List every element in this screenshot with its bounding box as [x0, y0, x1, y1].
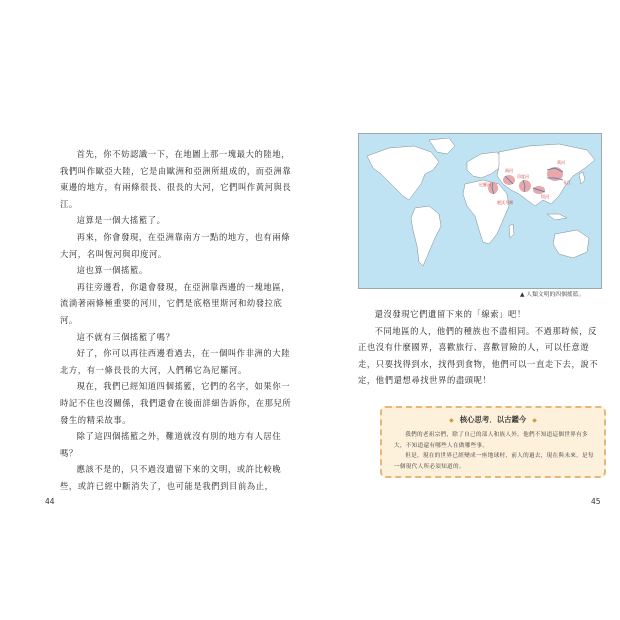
- paragraph: 好了，你可以再往西邊看過去，在一個叫作非洲的大陸北方，有一條長長的大河，人們稱它為尼羅河。: [60, 348, 291, 375]
- page-number-right: 45: [591, 497, 601, 506]
- world-map: [358, 133, 602, 289]
- paragraph: 再來，你會發現，在亞洲靠南方一點的地方，也有兩條大河，名叫恆河與印度河。: [60, 231, 291, 259]
- right-body-text: [358, 306, 604, 389]
- paragraph: 這也算一個搖籃。: [76, 265, 148, 276]
- note-title-row: [382, 414, 604, 425]
- note-title: 核心思考．以古鑑今: [459, 415, 527, 424]
- label-mesopotamia: 兩河: [505, 168, 513, 173]
- label-indus: 印度河: [517, 174, 529, 179]
- label-fertile: 肥沃月灣: [497, 200, 513, 205]
- label-changjiang: 長江: [563, 180, 571, 185]
- world-map-svg: [359, 134, 601, 288]
- diamond-icon: ◆: [449, 417, 454, 424]
- paragraph: 不同地區的人，他們的種族也不盡相同。不過那時候，反正也沒有什麼國界，喜歡旅行、喜歡冒險的人，可以任意遊走，只要找得到水，找得到食物，他們可以一直走下去，說不定，他們還想尋找世界的盡頭呢！: [358, 325, 599, 386]
- right-page: [310, 0, 620, 620]
- left-body-text: [60, 146, 292, 494]
- map-caption: ▲ 人類文明的四個搖籃。: [520, 292, 585, 298]
- paragraph: 這算是一個大搖籃了。: [76, 215, 166, 226]
- note-body: [394, 430, 594, 472]
- note-paragraph: 但是，現在的世界已經變成一座地球村，前人的過去，現在與未來，是每一個現代人所必須知道的。: [394, 453, 594, 470]
- note-paragraph: 我們的老祖宗們，除了自己的部人和族人外，他們不知道這個世界有多大，不知道還有哪些人在做哪些事。: [394, 432, 588, 449]
- label-huanghe: 黃河: [557, 160, 565, 165]
- paragraph: 應該不是的，只不過沒遺留下來的文明，或許比較晚些，或許已經中斷消失了，也可能是我們到目前為止，: [60, 464, 282, 491]
- paragraph: 首先，你不妨認識一下，在地圖上那一塊最大的陸地，我們叫作歐亞大陸，它是由歐洲和亞洲所組成的，而亞洲靠東邊的地方，有兩條很長、很長的大河，它們叫作黃河與長江。: [60, 149, 292, 209]
- label-ganges: 恆河: [541, 194, 549, 199]
- core-thinking-box: [380, 406, 606, 478]
- paragraph: 還沒發現它們遺留下來的「線索」吧！: [374, 309, 526, 319]
- label-nile: 尼羅河: [479, 182, 491, 187]
- paragraph: 除了這四個搖籃之外，難道就沒有別的地方有人居住嗎？: [60, 431, 282, 458]
- paragraph: 這不就有三個搖籃了嗎？: [76, 331, 175, 342]
- paragraph: 再往旁邊看，你還會發現，在亞洲靠西邊的一塊地區，流淌著兩條極重要的河川，它們是底格里斯河和幼發拉底河。: [60, 281, 291, 325]
- paragraph: 現在，我們已經知道四個搖籃，它們的名字，如果你一時記不住也沒關係，我們還會在後面詳細告訴你，在那兒所發生的精采故事。: [60, 381, 292, 425]
- page-number-left: 44: [45, 497, 55, 506]
- diamond-icon: ◆: [532, 417, 537, 424]
